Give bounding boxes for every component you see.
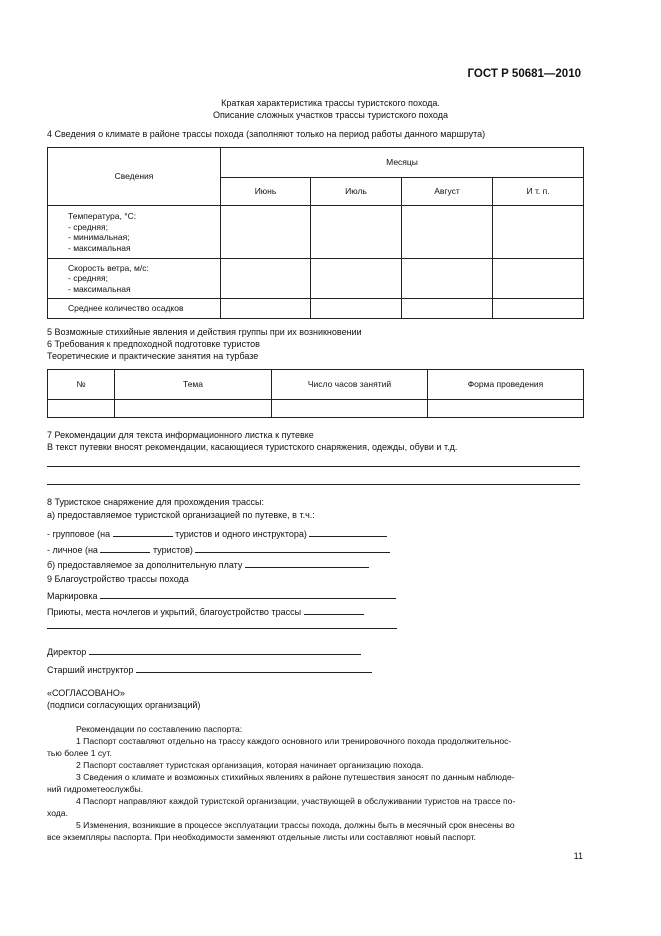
paid-equipment-line: б) предоставляемое за дополнительную плату: [47, 558, 369, 571]
training-header-row: [48, 370, 584, 400]
col-months-header: Месяцы: [221, 148, 584, 178]
month-cell: И т. п.: [493, 178, 584, 206]
data-cell: [402, 206, 493, 259]
data-cell: [221, 259, 311, 299]
data-cell: [48, 400, 115, 418]
director-signature-line: Директор: [47, 645, 361, 658]
climate-header-row: [48, 148, 584, 178]
recommendation-1-l2: тью более 1 сут.: [47, 748, 112, 758]
fill-line: [47, 466, 580, 467]
row-label-precipitation: Среднее количество осадков: [48, 299, 221, 319]
data-cell: [115, 400, 272, 418]
data-cell: [311, 299, 402, 319]
data-cell: [428, 400, 584, 418]
instructor-signature-blank: [136, 663, 372, 673]
recommendation-1-l1: 1 Паспорт составляют отдельно на трассу каждого основного или тренировочного похода продолжительнос-: [76, 736, 512, 746]
recommendation-4-l1: 4 Паспорт направляют каждой туристской организации, участвующей в обслуживании туристов на трассе по-: [76, 796, 516, 806]
fill-line: [47, 628, 397, 629]
climate-row-wind: [48, 259, 584, 299]
group-count-blank: [113, 527, 173, 537]
recommendations-title: Рекомендации по составлению паспорта:: [76, 724, 243, 734]
row-label-temperature: Температура, °С: - средняя; - минимальная; - максимальная: [48, 206, 221, 259]
shelters-line: Приюты, места ночлегов и укрытий, благоустройство трассы: [47, 605, 364, 618]
data-cell: [402, 259, 493, 299]
data-cell: [402, 299, 493, 319]
data-cell: [311, 206, 402, 259]
paid-equipment-blank: [245, 558, 369, 568]
recommendation-3-l1: 3 Сведения о климате и возможных стихийных явлениях в районе путешествия заносят по данным наблюде-: [76, 772, 515, 782]
col-number-header: №: [48, 370, 115, 400]
section-7-text: В текст путевки вносят рекомендации, касающиеся туристского снаряжения, одежды, обуви и т.д.: [47, 442, 458, 452]
training-table: [47, 369, 584, 418]
col-topic-header: Тема: [115, 370, 272, 400]
intro-line-2: Описание сложных участков трассы туристского похода: [213, 110, 448, 120]
group-equipment-line: - групповое (на туристов и одного инструктора): [47, 527, 387, 540]
data-cell: [493, 299, 584, 319]
section-8-title: 8 Туристское снаряжение для прохождения трассы:: [47, 497, 264, 507]
data-cell: [493, 259, 584, 299]
personal-equipment-line: - личное (на туристов): [47, 543, 390, 556]
fill-line: [47, 484, 580, 485]
climate-row-precipitation: [48, 299, 584, 319]
page-number: 11: [573, 851, 583, 861]
recommendation-3-l2: ний гидрометеослужбы.: [47, 784, 144, 794]
month-cell: Июль: [311, 178, 402, 206]
col-info-header: Сведения: [48, 148, 221, 206]
recommendation-4-l2: хода.: [47, 808, 68, 818]
data-cell: [311, 259, 402, 299]
data-cell: [221, 206, 311, 259]
group-equipment-blank: [309, 527, 387, 537]
section-8-a: а) предоставляемое туристской организацией по путевке, в т.ч.:: [47, 510, 315, 520]
month-cell: Июнь: [221, 178, 311, 206]
instructor-signature-line: Старший инструктор: [47, 663, 372, 676]
director-signature-blank: [89, 645, 361, 655]
col-hours-header: Число часов занятий: [272, 370, 428, 400]
col-form-header: Форма проведения: [428, 370, 584, 400]
climate-table: [47, 147, 584, 319]
climate-row-temperature: [48, 206, 584, 259]
marking-line: Маркировка: [47, 589, 396, 602]
marking-blank: [100, 589, 396, 599]
section-4-title: 4 Сведения о климате в районе трассы похода (заполняют только на период работы данного маршрута): [47, 129, 486, 139]
row-label-wind: Скорость ветра, м/с: - средняя; - максимальная: [48, 259, 221, 299]
section-6-title: 6 Требования к предпоходной подготовке туристов: [47, 339, 260, 349]
recommendation-5-l1: 5 Изменения, возникшие в процессе эксплуатации трассы похода, должны быть в месячный срок внесены во: [76, 820, 515, 830]
data-cell: [493, 206, 584, 259]
section-9-title: 9 Благоустройство трассы похода: [47, 574, 189, 584]
standard-number: ГОСТ Р 50681—2010: [467, 68, 581, 80]
recommendation-5-l2: все экземпляры паспорта. При необходимости заменяют отдельные листы или составляют новый паспорт.: [47, 832, 476, 842]
personal-equipment-blank: [195, 543, 390, 553]
data-cell: [272, 400, 428, 418]
data-cell: [221, 299, 311, 319]
month-cell: Август: [402, 178, 493, 206]
training-empty-row: [48, 400, 584, 418]
intro-line-1: Краткая характеристика трассы туристского похода.: [221, 98, 440, 108]
recommendation-2: 2 Паспорт составляет туристская организация, которая начинает организацию похода.: [76, 760, 424, 770]
personal-count-blank: [100, 543, 150, 553]
section-5-title: 5 Возможные стихийные явления и действия группы при их возникновении: [47, 327, 362, 337]
section-7-title: 7 Рекомендации для текста информационного листка к путевке: [47, 430, 314, 440]
approval-label: «СОГЛАСОВАНО»: [47, 688, 125, 698]
approval-sub: (подписи согласующих организаций): [47, 700, 201, 710]
shelters-blank: [304, 605, 364, 615]
section-6-subtitle: Теоретические и практические занятия на турбазе: [47, 351, 259, 361]
